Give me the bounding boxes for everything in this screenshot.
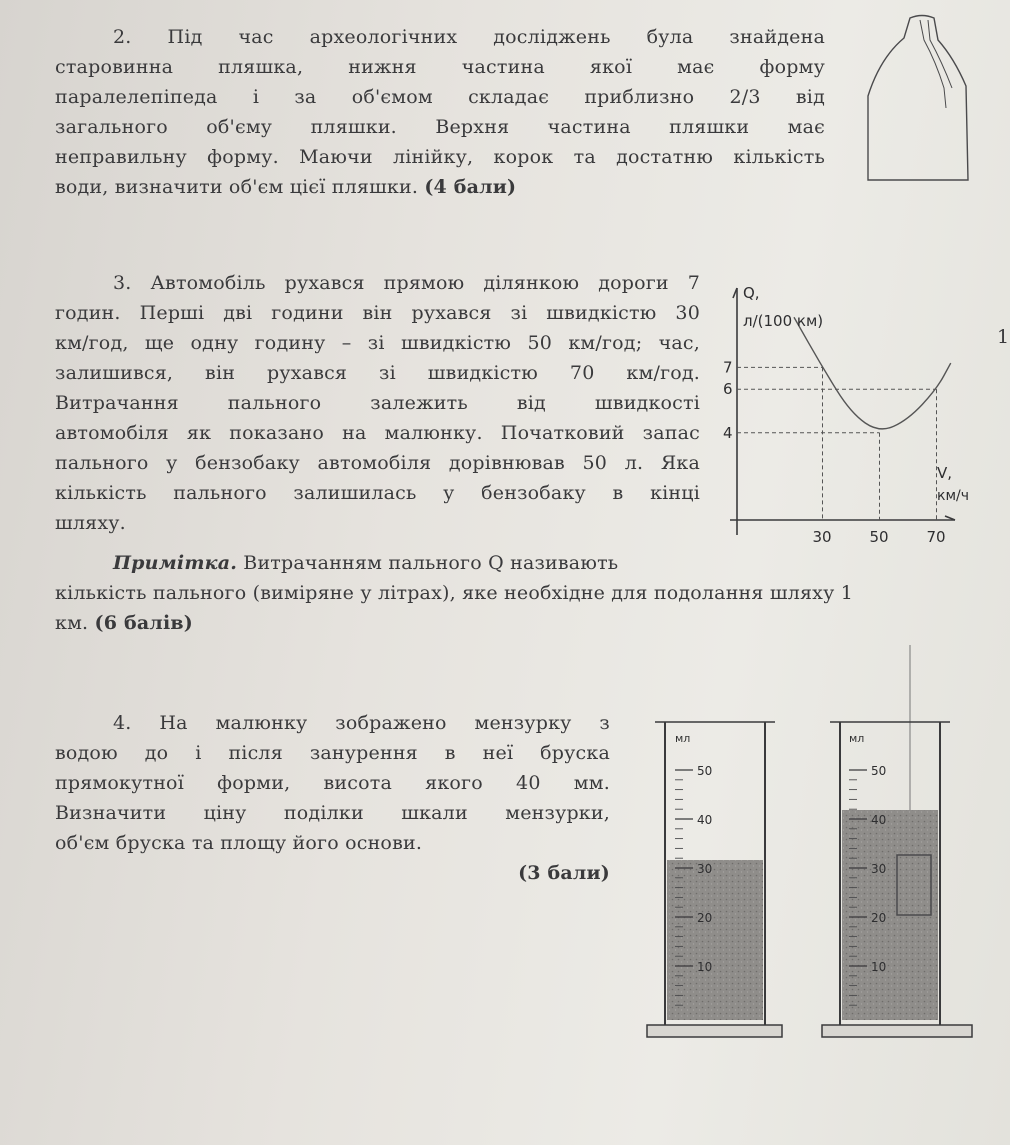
scale-label: 10 [697, 960, 713, 974]
problem-3-line: Витрачання пального залежить від швидкості [55, 392, 700, 414]
y-tick-label: 6 [723, 380, 733, 399]
problem-4-line: Визначити ціну поділки шкали мензурки, [55, 802, 610, 824]
problem-2-line: неправильну форму. Маючи лінійку, корок та достатню кількість [55, 146, 825, 168]
note-label: Примітка. [113, 552, 238, 574]
problem-3-number: 3. [113, 272, 132, 294]
margin-mark: 1 [997, 326, 1010, 348]
cylinder-before-unit: мл [675, 732, 691, 745]
bottle-figure [858, 8, 978, 188]
problem-4-line: водою до і після занурення в неї бруска [55, 742, 610, 764]
problem-2-number: 2. [113, 26, 132, 48]
scale-label: 50 [697, 764, 713, 778]
problem-4-line: прямокутної форми, висота якого 40 мм. [55, 772, 610, 794]
x-axis-label: V, [937, 464, 953, 482]
cylinder-after-base [822, 1025, 972, 1037]
fuel-consumption-chart [705, 280, 975, 546]
problem-2-text [55, 22, 825, 202]
problem-3-line: км/год, ще одну годину – зі швидкістю 50 км/год; час, [55, 332, 700, 354]
problem-3-line: 3. Автомобіль рухався прямою ділянкою дороги 7 [113, 272, 700, 294]
problem-3-line: кількість пального залишилась у бензобаку в кінці [55, 482, 700, 504]
scale-label: 20 [697, 911, 713, 925]
problem-2-line: 2. Під час археологічних досліджень була знайдена [113, 26, 825, 48]
x-tick-label: 50 [869, 528, 889, 546]
x-tick-label: 30 [812, 528, 832, 546]
problem-3-line: залишився, він рухався зі швидкістю 70 км/год. [55, 362, 700, 384]
cylinder-after-unit: мл [849, 732, 865, 745]
consumption-curve [794, 317, 951, 429]
cylinder-before-base [647, 1025, 782, 1037]
cylinder-after [822, 722, 972, 1037]
measuring-cylinders-figure [635, 640, 1007, 1070]
problem-2-points: (4 бали) [424, 176, 517, 198]
note-line: кількість пального (виміряне у літрах), яке необхідне для подолання шляху 1 [55, 582, 853, 604]
problem-4-points: (3 бали) [518, 862, 610, 884]
y-tick-label: 7 [723, 358, 733, 377]
problem-3-line: шляху. [55, 512, 126, 534]
problem-4-text [55, 708, 610, 888]
scale-label: 40 [871, 813, 887, 827]
problem-3-line: пального у бензобаку автомобіля дорівнював 50 л. Яка [55, 452, 700, 474]
problem-4-number: 4. [113, 712, 132, 734]
y-axis-unit: л/(100 км) [743, 312, 824, 330]
problem-2-line: паралелепіпеда і за об'ємом складає приблизно 2/3 від [55, 86, 825, 108]
problem-3-line: автомобіля як показано на малюнку. Початковий запас [55, 422, 700, 444]
problem-2-line: води, визначити об'єм цієї пляшки. (4 бали) [55, 176, 517, 198]
cylinder-before-water [667, 860, 763, 1020]
scale-label: 10 [871, 960, 887, 974]
problem-3-note: Примітка. Витрачанням пального Q називають кількість пального (виміряне у літрах), яке необхідне для подолання шляху 1 км. (6 балів) [55, 548, 1010, 638]
y-axis-label: Q, [743, 284, 760, 302]
problem-3-line: годин. Перші дві години він рухався зі швидкістю 30 [55, 302, 700, 324]
problem-3-points: (6 балів) [94, 612, 193, 634]
scale-label: 20 [871, 911, 887, 925]
problem-4-line: об'єм бруска та площу його основи. [55, 832, 423, 854]
problem-2-line: старовинна пляшка, нижня частина якої має форму [55, 56, 825, 78]
y-tick-label: 4 [723, 423, 733, 442]
problem-4-line: 4. На малюнку зображено мензурку з [113, 712, 610, 734]
scale-label: 30 [697, 862, 713, 876]
cylinder-before [647, 722, 782, 1037]
x-tick-label: 70 [926, 528, 946, 546]
x-axis-unit: км/ч [937, 488, 970, 504]
scale-label: 40 [697, 813, 713, 827]
scale-label: 30 [871, 862, 887, 876]
bottle-outline [868, 16, 968, 181]
scale-label: 50 [871, 764, 887, 778]
problem-2-line: загального об'єму пляшки. Верхня частина пляшки має [55, 116, 825, 138]
problem-3-text [55, 268, 700, 538]
